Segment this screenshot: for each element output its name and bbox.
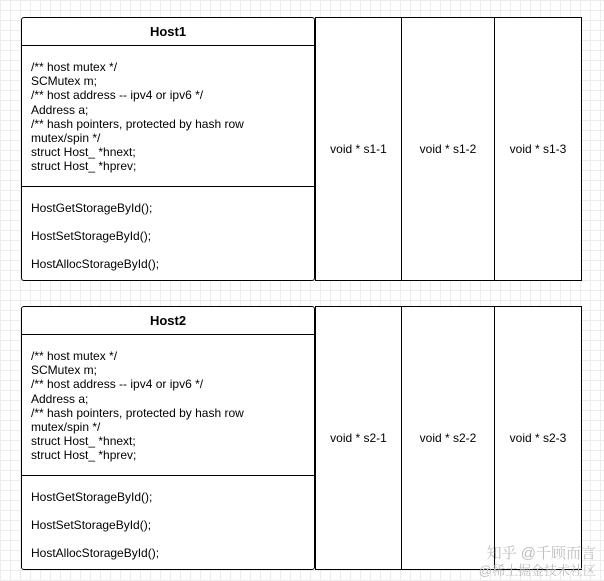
- host1-fields: [22, 46, 314, 187]
- storage-slot-s2-2: void * s2-2: [401, 306, 495, 570]
- host2-fields: [22, 335, 314, 476]
- host2-class-box: [21, 306, 315, 570]
- host2-structure: [21, 306, 581, 572]
- field-line: Address a;: [31, 102, 89, 117]
- field-line: mutex/spin */: [31, 420, 101, 435]
- host1-class-box: [21, 17, 315, 281]
- field-line: SCMutex m;: [31, 363, 98, 378]
- field-line: SCMutex m;: [31, 74, 98, 89]
- class-title-host1: Host1: [22, 18, 314, 46]
- field-line: struct Host_ *hnext;: [31, 145, 136, 160]
- field-line: /** hash pointers, protected by hash row: [31, 116, 244, 131]
- field-line: /** host mutex */: [31, 60, 118, 74]
- method-line: HostGetStorageById();: [31, 490, 153, 504]
- field-line: /** host address -- ipv4 or ipv6 */: [31, 377, 204, 392]
- method-line: HostSetStorageById();: [31, 229, 152, 243]
- field-line: mutex/spin */: [31, 131, 101, 146]
- storage-slot-s2-1: void * s2-1: [315, 306, 402, 570]
- watermark-line2: @稀土掘金技术社区: [478, 563, 596, 578]
- watermark-line1: 知乎 @千顾而言: [486, 545, 596, 562]
- field-line: struct Host_ *hnext;: [31, 434, 136, 449]
- field-line: /** host mutex */: [31, 349, 118, 363]
- storage-slot-s1-3: void * s1-3: [494, 17, 582, 281]
- class-title-host2: Host2: [22, 307, 314, 335]
- field-line: struct Host_ *hprev;: [31, 159, 137, 174]
- storage-slot-s2-3: void * s2-3: [494, 306, 582, 570]
- method-line: HostSetStorageById();: [31, 518, 152, 532]
- watermark: [479, 545, 596, 579]
- field-line: /** hash pointers, protected by hash row: [31, 405, 244, 420]
- host1-structure: [21, 17, 581, 283]
- method-line: HostAllocStorageById();: [31, 257, 160, 271]
- method-line: HostGetStorageById();: [31, 201, 153, 215]
- field-line: struct Host_ *hprev;: [31, 448, 137, 463]
- host1-methods: [22, 187, 314, 285]
- field-line: /** host address -- ipv4 or ipv6 */: [31, 88, 204, 103]
- host2-methods: [22, 476, 314, 574]
- field-line: Address a;: [31, 391, 89, 406]
- storage-slot-s1-1: void * s1-1: [315, 17, 402, 281]
- storage-slot-s1-2: void * s1-2: [401, 17, 495, 281]
- method-line: HostAllocStorageById();: [31, 546, 160, 560]
